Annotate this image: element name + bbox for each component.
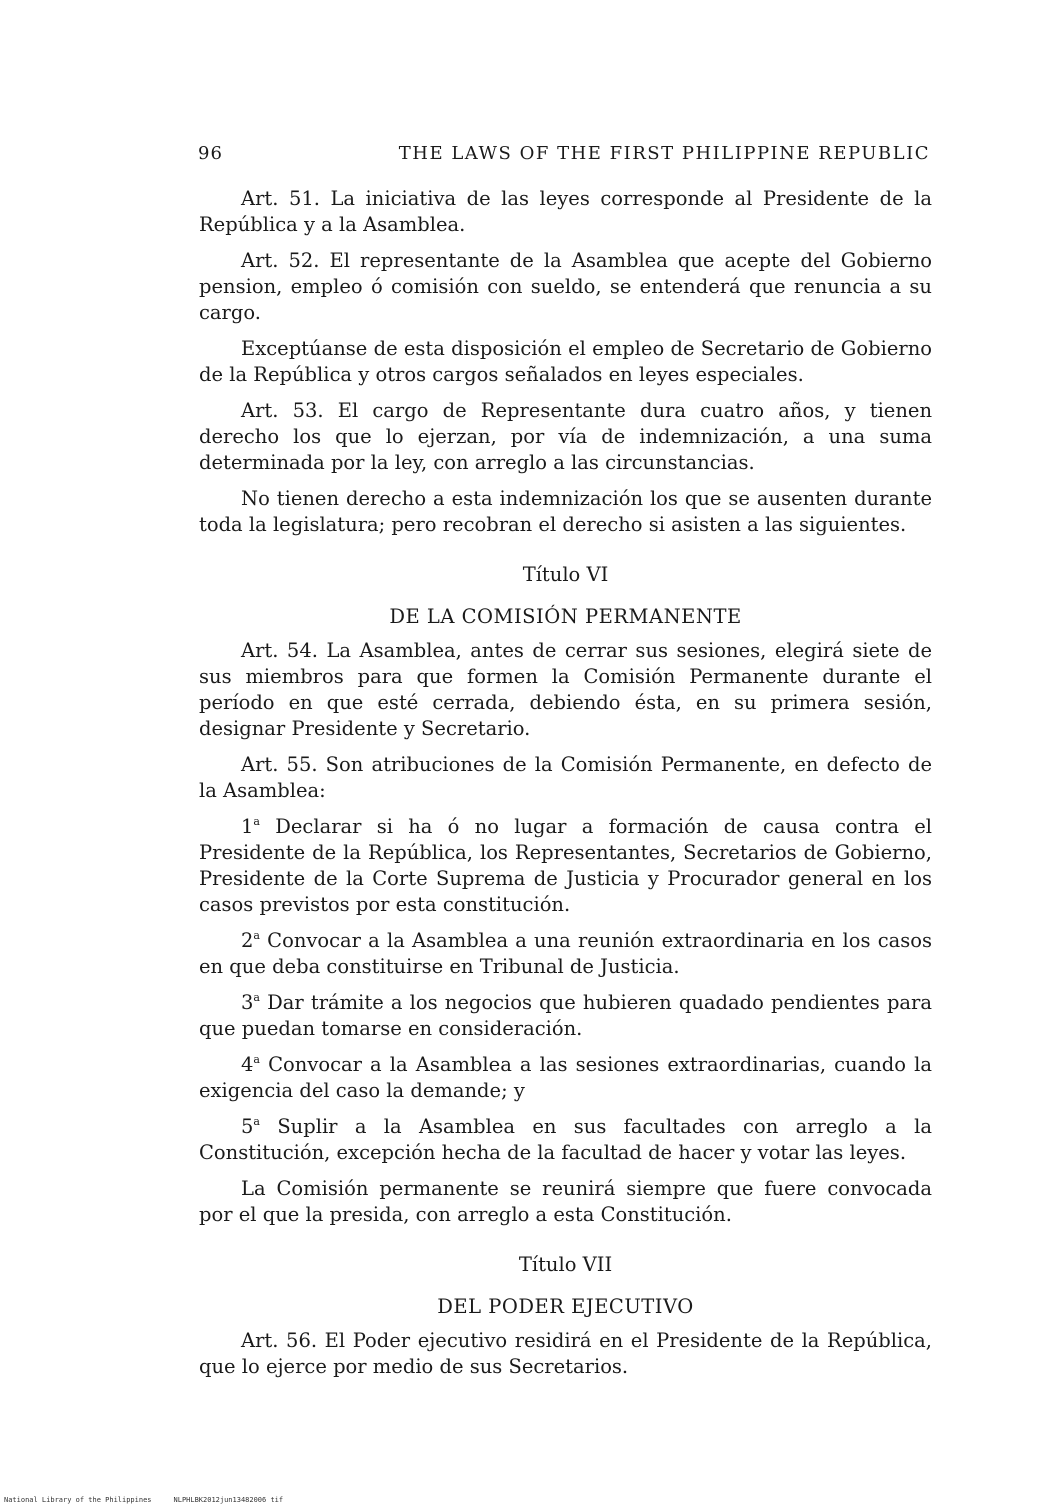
list-item	[199, 1114, 932, 1166]
item-number: 2	[241, 929, 254, 952]
list-item	[199, 990, 932, 1042]
file-identifier: NLPHLBK2012jun13482006 tif	[173, 1496, 284, 1504]
article-51: Art. 51. La iniciativa de las leyes corresponde al Presidente de la República y a la Asamblea.	[199, 187, 932, 236]
title-vi-heading: DE LA COMISIÓN PERMANENTE	[389, 605, 742, 628]
article-55: Art. 55. Son atribuciones de la Comisión Permanente, en defecto de la Asamblea:	[199, 753, 932, 802]
running-title: THE LAWS OF THE FIRST PHILIPPINE REPUBLIC	[398, 143, 930, 164]
article-53: Art. 53. El cargo de Representante dura cuatro años, y tienen derecho los que lo ejerzan, por vía de indemnización, a una suma determinada por la ley, con arreglo a las circunstancias.	[199, 399, 932, 474]
list-item	[199, 814, 932, 918]
item-ordinal: a	[253, 991, 260, 1004]
article-56: Art. 56. El Poder ejecutivo residirá en el Presidente de la República, que lo ejerce por medio de sus Secretarios.	[199, 1329, 932, 1378]
list-item	[199, 1052, 932, 1104]
title-vi: Título VI	[522, 563, 609, 586]
item-text: Declarar si ha ó no lugar a formación de causa contra el Presidente de la República, los Representantes, Secretarios de Gobierno, Presidente de la Corte Suprema de Justicia y Procurador general en los casos previstos por esta constitución.	[199, 815, 933, 916]
title-vii-heading: DEL PODER EJECUTIVO	[437, 1295, 694, 1318]
item-text: Suplir a la Asamblea en sus facultades con arreglo a la Constitución, excepción hecha de la facultad de hacer y votar las leyes.	[199, 1115, 932, 1164]
item-ordinal: a	[253, 1115, 260, 1128]
item-text: Dar trámite a los negocios que hubieren quadado pendientes para que puedan tomarse en consideración.	[199, 991, 932, 1040]
article-52: Art. 52. El representante de la Asamblea que acepte del Gobierno pension, empleo ó comisión con sueldo, se entenderá que renuncia a su cargo.	[199, 249, 932, 324]
page-number: 96	[198, 143, 223, 164]
scan-footer	[4, 1496, 283, 1504]
item-ordinal: a	[253, 815, 260, 828]
library-credit: National Library of the Philippines	[4, 1496, 152, 1504]
item-number: 1	[241, 815, 254, 838]
article-52-exception: Exceptúanse de esta disposición el empleo de Secretario de Gobierno de la República y otros cargos señalados en leyes especiales.	[199, 337, 932, 386]
page-header	[198, 143, 930, 167]
item-ordinal: a	[253, 1053, 260, 1066]
item-text: Convocar a la Asamblea a una reunión extraordinaria en los casos en que deba constituirse en Tribunal de Justicia.	[199, 929, 932, 978]
page-body	[199, 186, 932, 1390]
item-number: 5	[241, 1115, 254, 1138]
title-vii: Título VII	[518, 1253, 613, 1276]
article-53-note: No tienen derecho a esta indemnización los que se ausenten durante toda la legislatura; pero recobran el derecho si asisten a las siguientes.	[199, 487, 932, 536]
list-item	[199, 928, 932, 980]
item-text: Convocar a la Asamblea a las sesiones extraordinarias, cuando la exigencia del caso la demande; y	[199, 1053, 932, 1102]
item-number: 4	[241, 1053, 254, 1076]
item-number: 3	[241, 991, 254, 1014]
item-ordinal: a	[253, 929, 260, 942]
closing-paragraph: La Comisión permanente se reunirá siempre que fuere convocada por el que la presida, con arreglo a esta Constitución.	[199, 1177, 932, 1226]
article-54: Art. 54. La Asamblea, antes de cerrar sus sesiones, elegirá siete de sus miembros para que formen la Comisión Permanente durante el período en que esté cerrada, debiendo ésta, en su primera sesión, designar Presidente y Secretario.	[199, 639, 932, 740]
